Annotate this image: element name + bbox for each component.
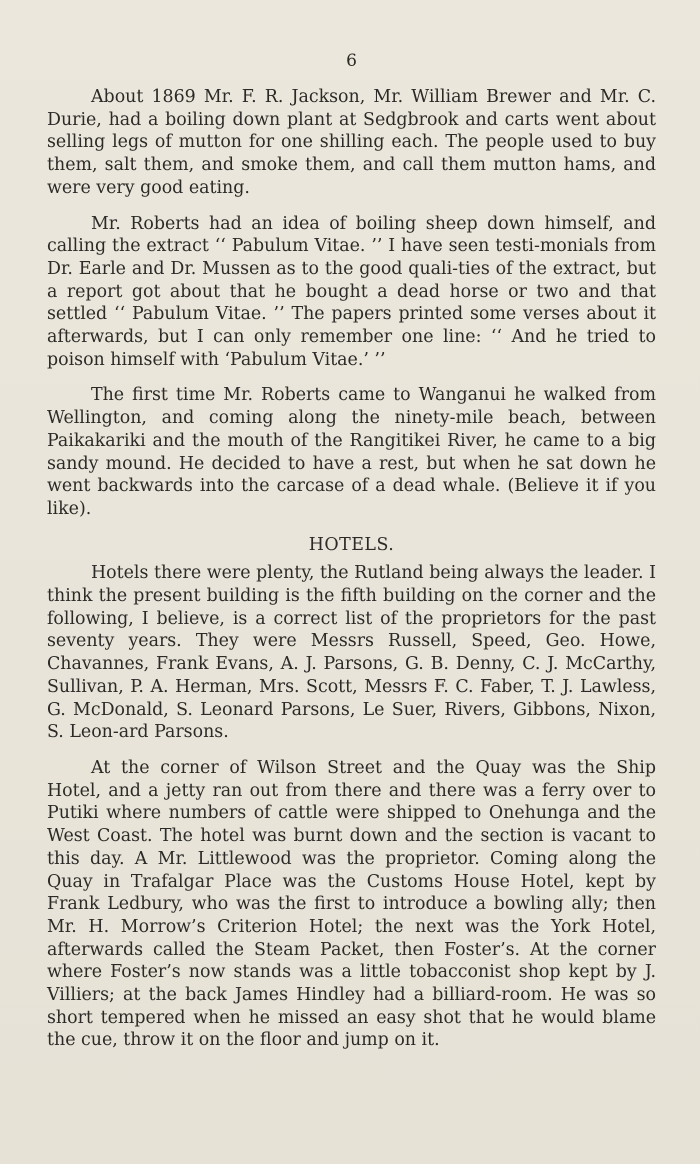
paragraph-boiling-down-plant: About 1869 Mr. F. R. Jackson, Mr. William Brewer and Mr. C. Durie, had a boiling down plant at Sedgbrook and carts went about selling legs of mutton for one shilling each. The people used to buy them, salt them, and smoke them, and call them mutton hams, and were very good eating. — [47, 87, 656, 198]
paragraph-dead-whale: The first time Mr. Roberts came to Wanganui he walked from Wellington, and coming along the ninety-mile beach, between Paikakariki and the mouth of the Rangitikei River, he came to a big sandy mound. He decided to have a rest, but when he sat down he went backwards into the carcase of a dead whale. (Believe it if you like). — [47, 385, 656, 519]
paragraph-pabulum-vitae: Mr. Roberts had an idea of boiling sheep down himself, and calling the extract ‘‘ Pabulum Vitae. ’’ I have seen testi-monials from Dr. Earle and Dr. Mussen as to the good quali-ties of the extract, but a report got about that he bought a dead horse or two and that settled ‘‘ Pabulum Vitae. ’’ The papers printed some verses about it afterwards, but I can only remember one line: ‘‘ And he tried to poison himself with ‘Pabulum Vitae.’ ’’ — [47, 213, 656, 370]
page-number: 6 — [346, 51, 357, 71]
paragraph-ship-hotel: At the corner of Wilson Street and the Quay was the Ship Hotel, and a jetty ran out from there and there was a ferry over to Putiki where numbers of cattle were shipped to Onehunga and the West Coast. The hotel was burnt down and the section is vacant to this day. A Mr. Littlewood was the proprietor. Coming along the Quay in Trafalgar Place was the Customs House Hotel, kept by Frank Ledbury, who was the first to introduce a bowling ally; then Mr. H. Morrow’s Criterion Hotel; the next was the York Hotel, afterwards called the Steam Packet, then Foster’s. At the corner where Foster’s now stands was a little tobacconist shop kept by J. Villiers; at the back James Hindley had a billiard-room. He was so short tempered when he missed an easy shot that he would blame the cue, throw it on the floor and jump on it. — [47, 757, 656, 1051]
section-heading-hotels: HOTELS. — [308, 534, 395, 555]
paragraph-rutland-proprietors: Hotels there were plenty, the Rutland being always the leader. I think the present building is the fifth building on the corner and the following, I believe, is a correct list of the proprietors for the past seventy years. They were Messrs Russell, Speed, Geo. Howe, Chavannes, Frank Evans, A. J. Parsons, G. B. Denny, C. J. McCarthy, Sullivan, P. A. Herman, Mrs. Scott, Messrs F. C. Faber, T. J. Lawless, G. McDonald, S. Leonard Parsons, Le Suer, Rivers, Gibbons, Nixon, S. Leon-ard Parsons. — [47, 563, 656, 743]
